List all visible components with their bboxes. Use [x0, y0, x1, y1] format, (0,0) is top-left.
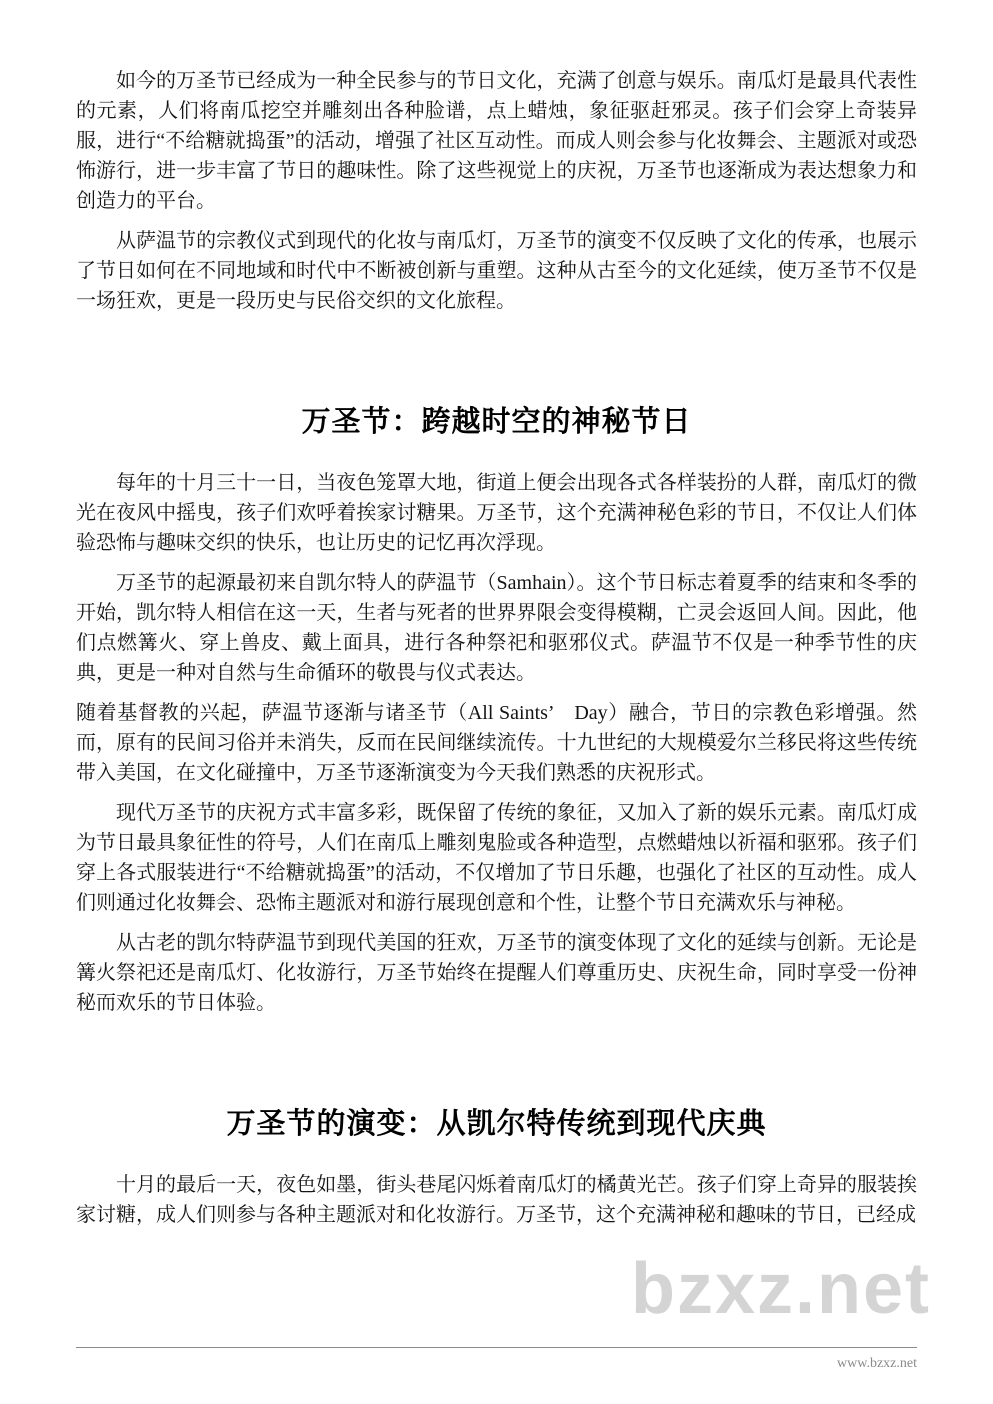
paragraph: 万圣节的起源最初来自凯尔特人的萨温节（Samhain）。这个节日标志着夏季的结束和冬季的开始，凯尔特人相信在这一天，生者与死者的世界界限会变得模糊，亡灵会返回人间。因此，他们点燃篝火、穿上兽皮、戴上面具，进行各种祭祀和驱邪仪式。萨温节不仅是一种季节性的庆典，更是一种对自然与生命循环的敬畏与仪式表达。 [76, 572, 917, 684]
footer-url: www.bzxz.net [837, 1356, 917, 1371]
page-footer [76, 1347, 917, 1372]
paragraph: 十月的最后一天，夜色如墨，街头巷尾闪烁着南瓜灯的橘黄光芒。孩子们穿上奇异的服装挨家讨糖，成人们则参与各种主题派对和化妆游行。万圣节，这个充满神秘和趣味的节日，已经成 [76, 1174, 917, 1226]
paragraph: 从古老的凯尔特萨温节到现代美国的狂欢，万圣节的演变体现了文化的延续与创新。无论是篝火祭祀还是南瓜灯、化妆游行，万圣节始终在提醒人们尊重历史、庆祝生命，同时享受一份神秘而欢乐的节日体验。 [76, 932, 917, 1014]
paragraph: 如今的万圣节已经成为一种全民参与的节日文化，充满了创意与娱乐。南瓜灯是最具代表性的元素，人们将南瓜挖空并雕刻出各种脸谱，点上蜡烛，象征驱赶邪灵。孩子们会穿上奇装异服，进行“不给糖就捣蛋”的活动，增强了社区互动性。而成人则会参与化妆舞会、主题派对或恐怖游行，进一步丰富了节日的趣味性。除了这些视觉上的庆祝，万圣节也逐渐成为表达想象力和创造力的平台。 [76, 70, 917, 212]
paragraph: 每年的十月三十一日，当夜色笼罩大地，街道上便会出现各式各样装扮的人群，南瓜灯的微光在夜风中摇曳，孩子们欢呼着挨家讨糖果。万圣节，这个充满神秘色彩的节日，不仅让人们体验恐怖与趣味交织的快乐，也让历史的记忆再次浮现。 [76, 472, 917, 554]
paragraph: 从萨温节的宗教仪式到现代的化妆与南瓜灯，万圣节的演变不仅反映了文化的传承，也展示了节日如何在不同地域和时代中不断被创新与重塑。这种从古至今的文化延续，使万圣节不仅是一场狂欢，更是一段历史与民俗交织的文化旅程。 [76, 230, 917, 312]
paragraph: 随着基督教的兴起，萨温节逐渐与诸圣节（All Saints’ Day）融合，节日的宗教色彩增强。然而，原有的民间习俗并未消失，反而在民间继续流传。十九世纪的大规模爱尔兰移民将这些传统带入美国，在文化碰撞中，万圣节逐渐演变为今天我们熟悉的庆祝形式。 [76, 702, 917, 784]
footer-divider [76, 1347, 917, 1348]
paragraph: 现代万圣节的庆祝方式丰富多彩，既保留了传统的象征，又加入了新的娱乐元素。南瓜灯成为节日最具象征性的符号，人们在南瓜上雕刻鬼脸或各种造型，点燃蜡烛以祈福和驱邪。孩子们穿上各式服装进行“不给糖就捣蛋”的活动，不仅增加了节日乐趣，也强化了社区的互动性。成人们则通过化妆舞会、恐怖主题派对和游行展现创意和个性，让整个节日充满欢乐与神秘。 [76, 802, 917, 914]
article-section-previous [76, 66, 917, 316]
article-section-mystery-festival [76, 468, 917, 1018]
watermark: bzxz.net [630, 1249, 931, 1329]
article-section-evolution [76, 1170, 917, 1230]
article-title-mystery-festival: 万圣节：跨越时空的神秘节日 [301, 406, 692, 438]
article-title-evolution: 万圣节的演变：从凯尔特传统到现代庆典 [226, 1108, 767, 1140]
